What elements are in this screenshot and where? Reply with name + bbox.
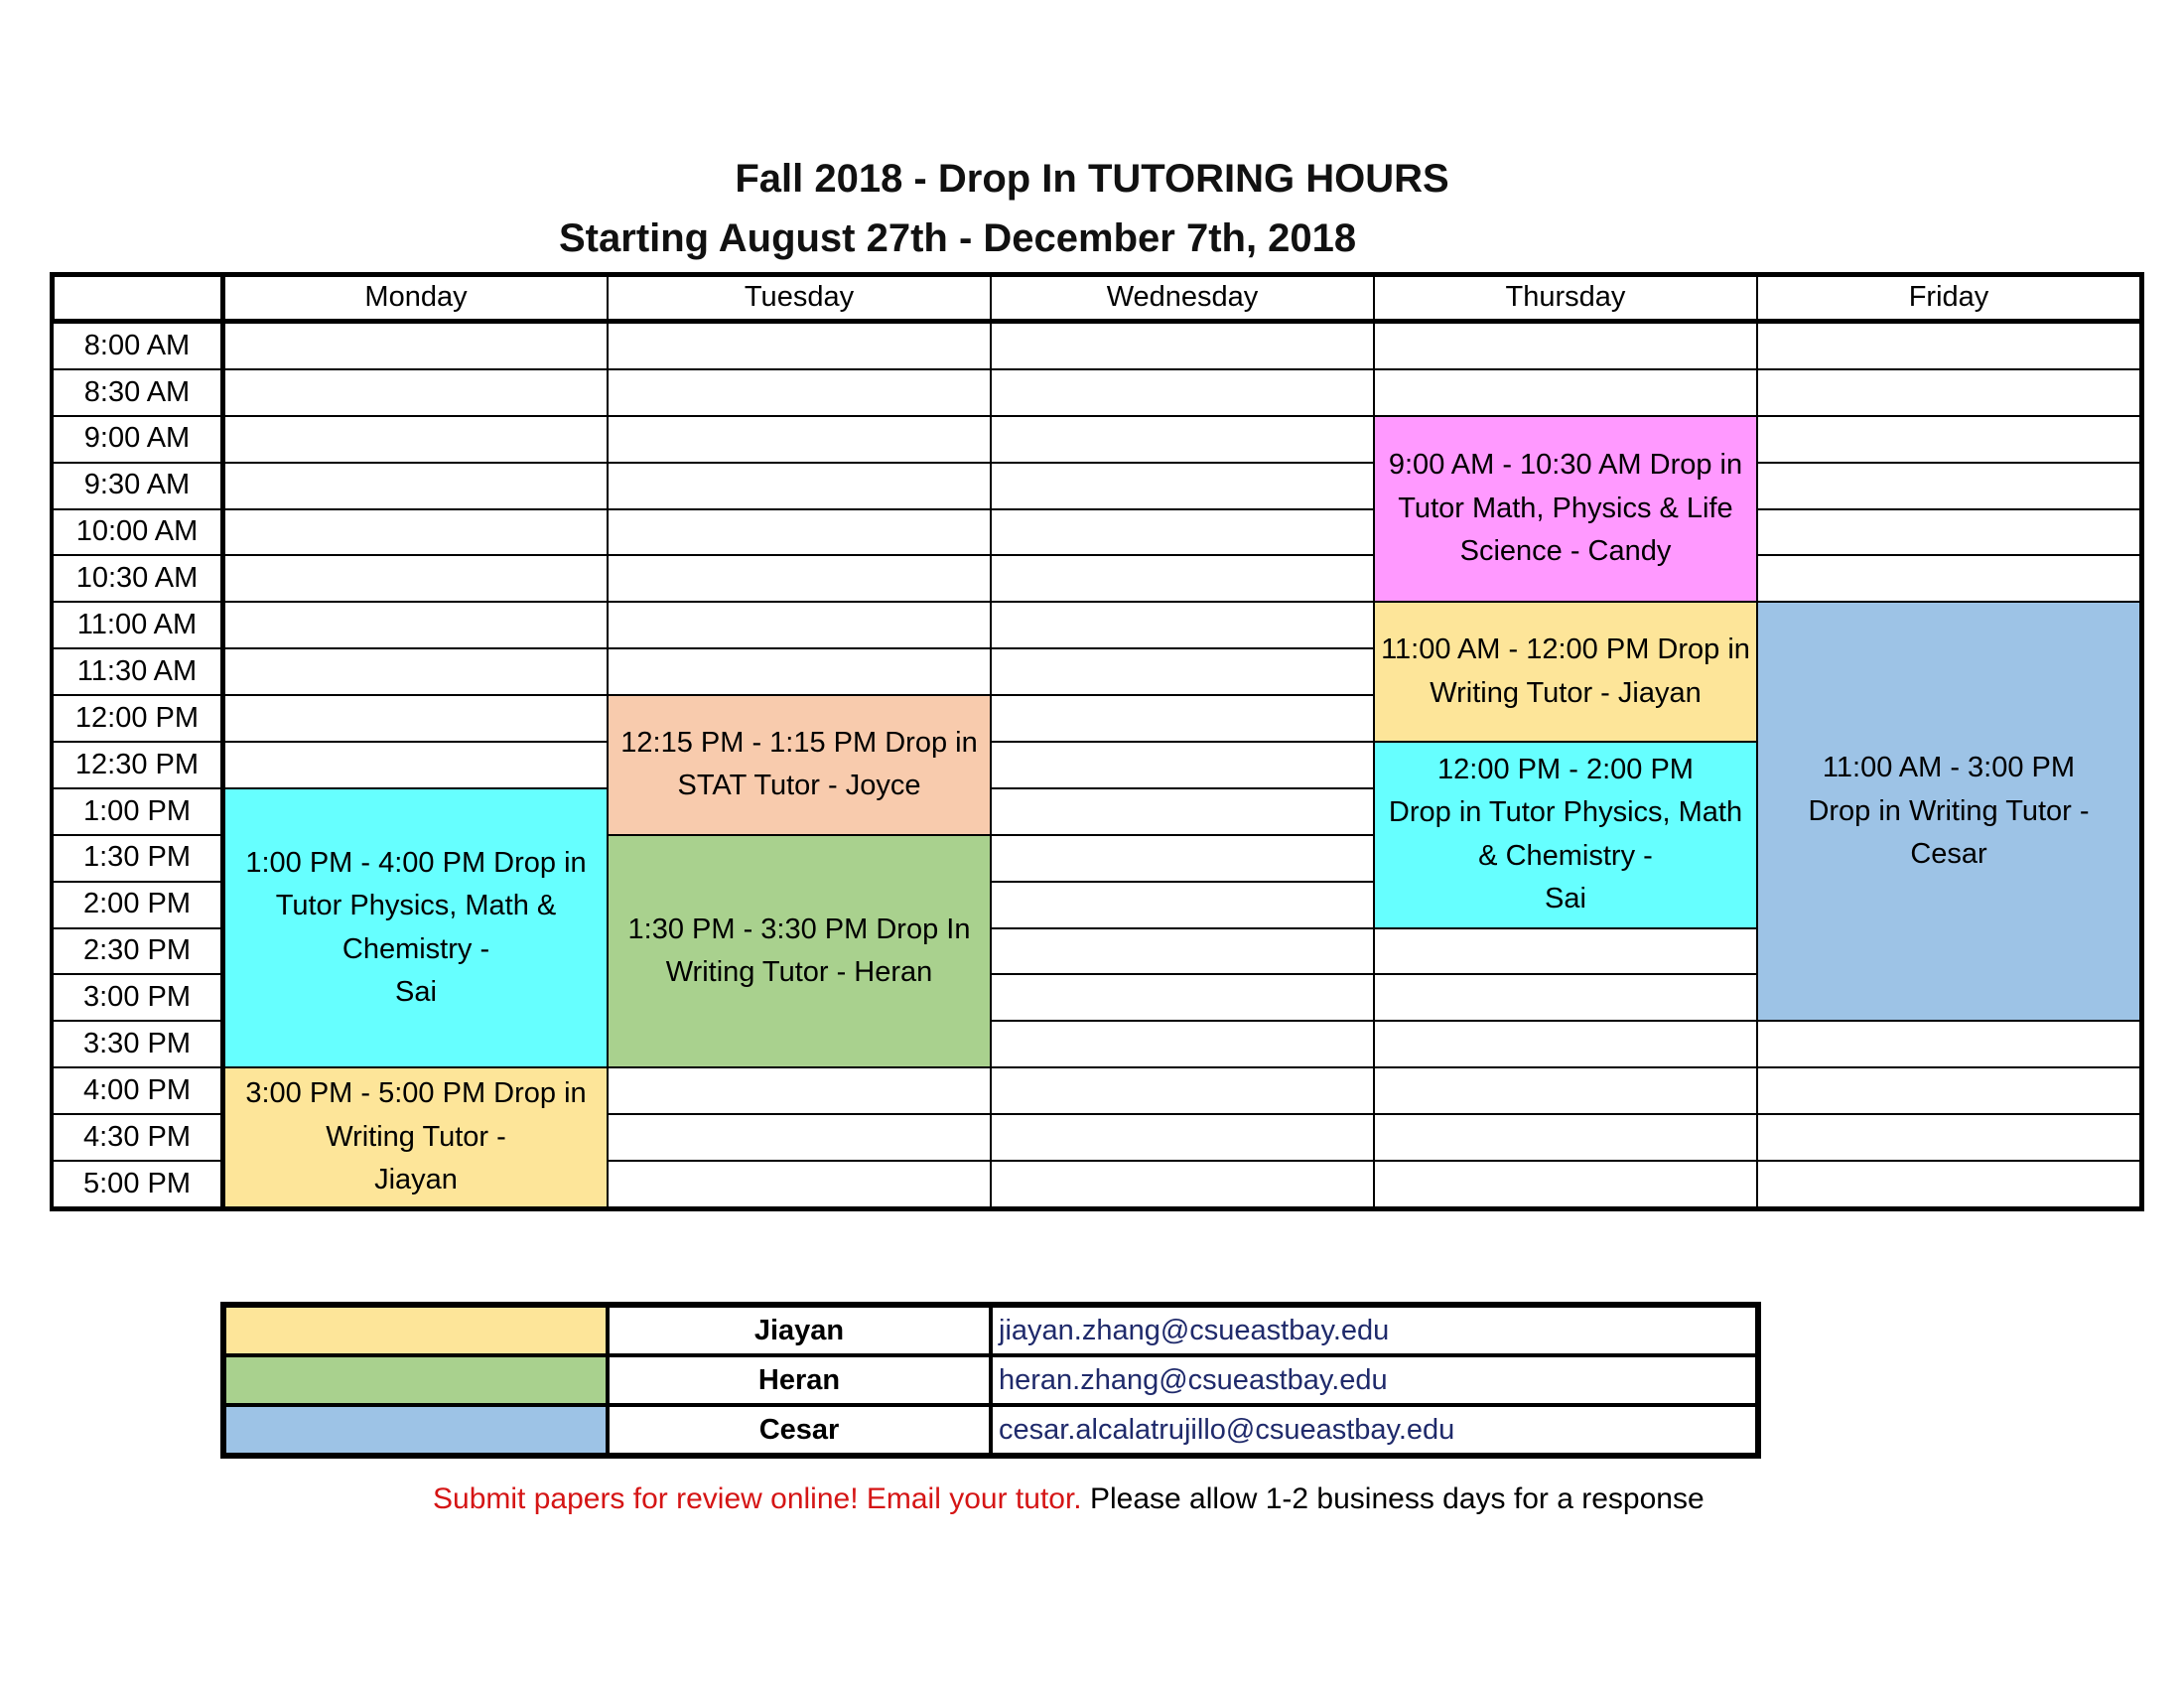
empty-slot: [991, 928, 1374, 975]
legend-swatch: [224, 1355, 608, 1405]
empty-slot: [1757, 1114, 2140, 1161]
time-label: 1:30 PM: [54, 835, 224, 882]
time-label: 1:00 PM: [54, 788, 224, 835]
day-header-monday: Monday: [224, 276, 608, 323]
empty-slot: [991, 602, 1374, 648]
time-label: 8:30 AM: [54, 369, 224, 416]
empty-slot: [1757, 555, 2140, 602]
empty-slot: [224, 555, 608, 602]
empty-slot: [224, 509, 608, 556]
empty-slot: [991, 742, 1374, 788]
empty-slot: [1757, 416, 2140, 463]
empty-slot: [991, 882, 1374, 928]
schedule-grid: [50, 272, 2144, 1211]
empty-slot: [224, 742, 608, 788]
empty-slot: [224, 695, 608, 742]
tutor-legend: [220, 1302, 1761, 1459]
time-label: 2:30 PM: [54, 928, 224, 975]
empty-slot: [991, 1021, 1374, 1067]
time-label: 10:30 AM: [54, 555, 224, 602]
empty-slot: [608, 555, 991, 602]
time-label: 10:00 AM: [54, 509, 224, 556]
time-label: 3:30 PM: [54, 1021, 224, 1067]
empty-slot: [1374, 1114, 1757, 1161]
empty-slot: [991, 1067, 1374, 1114]
empty-slot: [1374, 1161, 1757, 1207]
empty-slot: [991, 416, 1374, 463]
empty-slot: [991, 323, 1374, 369]
empty-slot: [224, 463, 608, 509]
page-subtitle: Starting August 27th - December 7th, 2018: [559, 216, 1357, 260]
empty-slot: [1757, 1161, 2140, 1207]
legend-tutor-name: Jiayan: [608, 1306, 991, 1355]
empty-slot: [608, 1161, 991, 1207]
event-block: 12:15 PM - 1:15 PM Drop in STAT Tutor - Joyce: [608, 695, 991, 835]
empty-slot: [991, 369, 1374, 416]
empty-slot: [1757, 463, 2140, 509]
time-label: 3:00 PM: [54, 974, 224, 1021]
day-header-tuesday: Tuesday: [608, 276, 991, 323]
empty-slot: [608, 509, 991, 556]
time-label: 8:00 AM: [54, 323, 224, 369]
footer-note: [433, 1482, 1705, 1516]
footer-highlight: Submit papers for review online! Email your tutor.: [433, 1482, 1082, 1515]
page-title: [0, 157, 2184, 202]
event-block: 11:00 AM - 12:00 PM Drop in Writing Tutor - Jiayan: [1374, 602, 1757, 742]
time-label: 4:30 PM: [54, 1114, 224, 1161]
event-block: 1:30 PM - 3:30 PM Drop In Writing Tutor - Heran: [608, 835, 991, 1067]
empty-slot: [991, 695, 1374, 742]
legend-tutor-email[interactable]: jiayan.zhang@csueastbay.edu: [991, 1306, 1757, 1355]
event-block: 11:00 AM - 3:00 PM Drop in Writing Tutor - Cesar: [1757, 602, 2140, 1021]
empty-slot: [224, 602, 608, 648]
event-block: 3:00 PM - 5:00 PM Drop in Writing Tutor - Jiayan: [224, 1067, 608, 1207]
empty-slot: [991, 463, 1374, 509]
time-label: 2:00 PM: [54, 882, 224, 928]
day-header-thursday: Thursday: [1374, 276, 1757, 323]
empty-slot: [991, 1114, 1374, 1161]
empty-slot: [224, 416, 608, 463]
time-label: 11:30 AM: [54, 648, 224, 695]
legend-swatch: [224, 1306, 608, 1355]
time-label: 12:00 PM: [54, 695, 224, 742]
event-block: 12:00 PM - 2:00 PM Drop in Tutor Physics, Math & Chemistry - Sai: [1374, 742, 1757, 928]
legend-tutor-email[interactable]: cesar.alcalatrujillo@csueastbay.edu: [991, 1405, 1757, 1455]
empty-slot: [1374, 1021, 1757, 1067]
legend-swatch: [224, 1405, 608, 1455]
time-label: 12:30 PM: [54, 742, 224, 788]
empty-slot: [608, 323, 991, 369]
time-label: 4:00 PM: [54, 1067, 224, 1114]
empty-slot: [991, 509, 1374, 556]
empty-slot: [991, 1161, 1374, 1207]
empty-slot: [608, 463, 991, 509]
legend-tutor-email[interactable]: heran.zhang@csueastbay.edu: [991, 1355, 1757, 1405]
empty-slot: [1374, 323, 1757, 369]
empty-slot: [224, 648, 608, 695]
empty-slot: [608, 648, 991, 695]
time-label: 5:00 PM: [54, 1161, 224, 1207]
event-block: 9:00 AM - 10:30 AM Drop in Tutor Math, Physics & Life Science - Candy: [1374, 416, 1757, 603]
empty-slot: [991, 974, 1374, 1021]
empty-slot: [608, 1067, 991, 1114]
time-label: 9:00 AM: [54, 416, 224, 463]
empty-slot: [1374, 1067, 1757, 1114]
empty-slot: [1757, 509, 2140, 556]
empty-slot: [608, 1114, 991, 1161]
empty-slot: [224, 369, 608, 416]
time-label: 11:00 AM: [54, 602, 224, 648]
page-title-text: Fall 2018 - Drop In TUTORING HOURS: [735, 157, 1449, 201]
legend-tutor-name: Heran: [608, 1355, 991, 1405]
legend-tutor-name: Cesar: [608, 1405, 991, 1455]
empty-slot: [1757, 323, 2140, 369]
grid-corner: [54, 276, 224, 323]
day-header-wednesday: Wednesday: [991, 276, 1374, 323]
empty-slot: [991, 788, 1374, 835]
empty-slot: [1757, 369, 2140, 416]
empty-slot: [608, 602, 991, 648]
empty-slot: [224, 323, 608, 369]
empty-slot: [608, 369, 991, 416]
empty-slot: [991, 648, 1374, 695]
empty-slot: [991, 835, 1374, 882]
event-block: 1:00 PM - 4:00 PM Drop in Tutor Physics, Math & Chemistry - Sai: [224, 788, 608, 1067]
empty-slot: [991, 555, 1374, 602]
empty-slot: [1757, 1021, 2140, 1067]
footer-text: Please allow 1-2 business days for a response: [1081, 1482, 1705, 1515]
empty-slot: [1374, 974, 1757, 1021]
day-header-friday: Friday: [1757, 276, 2140, 323]
time-label: 9:30 AM: [54, 463, 224, 509]
empty-slot: [1757, 1067, 2140, 1114]
empty-slot: [1374, 928, 1757, 975]
empty-slot: [608, 416, 991, 463]
empty-slot: [1374, 369, 1757, 416]
